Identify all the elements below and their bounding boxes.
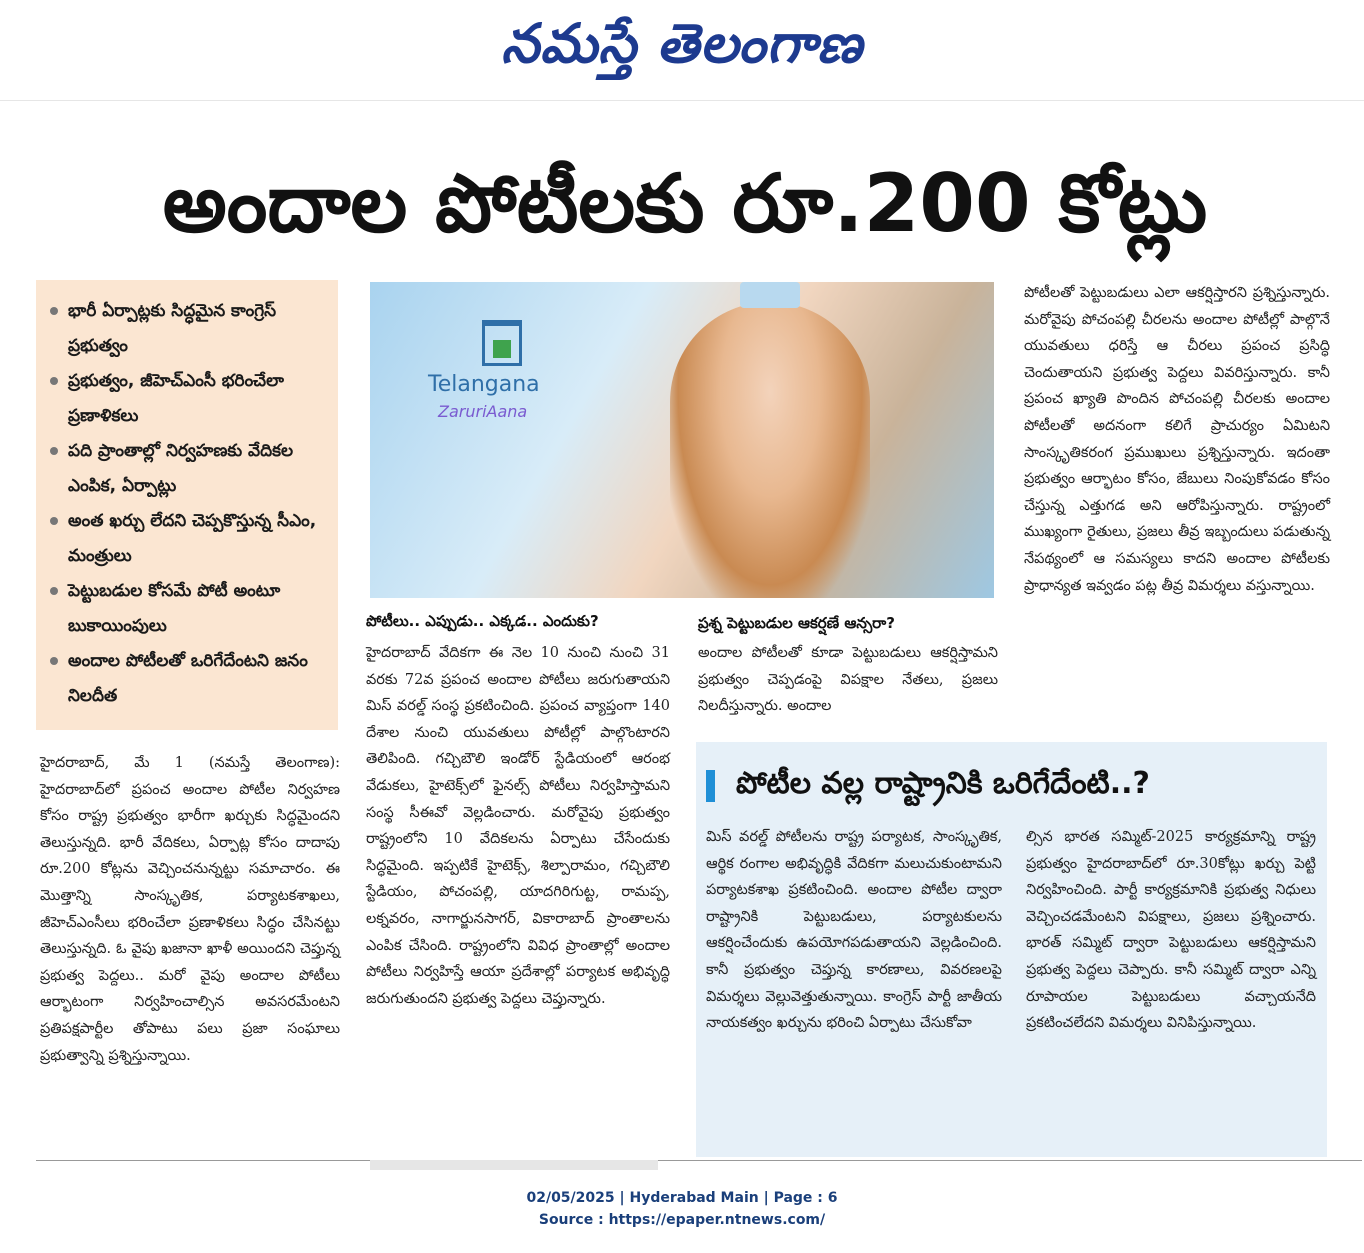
highlight-item: భారీ ఏర్పాట్లకు సిద్ధమైన కాంగ్రెస్ ప్రభుత్వం <box>48 294 328 364</box>
bottom-rule <box>36 1160 1362 1161</box>
article-column-3: అందాల పోటీలతో కూడా పెట్టుబడులు ఆకర్షిస్తామని ప్రభుత్వం చెప్పడంపై విపక్షాల నేతలు, ప్రజలు నిలదీస్తున్నారు. అందాల <box>698 645 998 715</box>
box-accent-bar <box>706 770 715 802</box>
footer-source[interactable]: Source : https://epaper.ntnews.com/ <box>538 1212 826 1228</box>
highlight-item: అందాల పోటీలతో ఒరిగేదేంటని జనం నిలదీత <box>48 644 328 714</box>
highlights-list <box>48 294 328 714</box>
article-column-2: హైదరాబాద్ వేదికగా ఈ నెల 10 నుంచి నుంచి 31 వరకు 72వ ప్రపంచ అందాల పోటీలు జరుగుతాయని మిస్ వరల్డ్ సంస్థ ప్రకటించింది. ప్రపంచ వ్యాప్తంగా 140 దేశాల నుంచి యువతులు పోటీల్లో పాల్గొంటారని తెలిపింది. గచ్చిబౌలి ఇండోర్ స్టేడియంలో ఆరంభ వేడుకలు, హైటెక్స్‌లో ఫైనల్స్ పోటీలు నిర్వహిస్తామని సంస్థ సీఈవో వెల్లడించారు. మరోవైపు ప్రభుత్వం రాష్ట్రంలోని 10 వేదికలను ఏర్పాటు చేసేందుకు సిద్ధమైంది. ఇప్పటికే హైటెక్స్, శిల్పారామం, గచ్చిబౌలి స్టేడియం, పోచంపల్లి, యాదగిరిగుట్ట, రామప్ప, లక్నవరం, నాగార్జునసాగర్, వికారాబాద్ ప్రాంతాలను ఎంపిక చేసింది. రాష్ట్రంలోని వివిధ ప్రాంతాల్లో అందాల పోటీలు నిర్వహిస్తే ఆయా ప్రదేశాల్లో పర్యాటక అభివృద్ధి జరుగుతుందని ప్రభుత్వ పెద్దలు చెప్తున్నారు. <box>366 645 670 1007</box>
highlights-box <box>36 280 338 730</box>
subhead-investment: ప్రశ్న పెట్టుబడుల ఆకర్షణే ఆన్సరా? <box>698 614 895 632</box>
article-column-4: పోటీలతో పెట్టుబడులు ఎలా ఆకర్షిస్తారని ప్రశ్నిస్తున్నారు. మరోవైపు పోచంపల్లి చీరలను అందాల పోటీల్లో పాల్గొనే యువతులు ధరిస్తే ఆ చీరలు ప్రపంచ ప్రసిద్ధి చెందుతాయని ప్రభుత్వ పెద్దలు వివరిస్తున్నారు. కానీ ప్రపంచ ఖ్యాతి పొందిన పోచంపల్లి చీరలకు అందాల పోటీలతో అదనంగా కలిగే ప్రాచుర్యం ఏమిటని సాంస్కృతికరంగ ప్రముఖులు ప్రశ్నిస్తున్నారు. ఇదంతా ప్రభుత్వం ఆర్భాటం కోసం, జేబులు నింపుకోవడం కోసం చేస్తున్న ఎత్తుగడ అని ఆరోపిస్తున్నారు. రాష్ట్రంలో ముఖ్యంగా రైతులు, ప్రజలు తీవ్ర ఇబ్బందులు పడుతున్న నేపథ్యంలో ఆ సమస్యలు కాదని అందాల పోటీలకు ప్రాధాన్యత ఇవ్వడం పట్ల తీవ్ర విమర్శలు వస్తున్నాయి. <box>1024 285 1330 594</box>
bullet-icon <box>50 447 58 455</box>
highlight-item: అంత ఖర్చు లేదని చెప్పకొస్తున్న సీఎం, మంత్రులు <box>48 504 328 574</box>
highlight-item: పెట్టుబడుల కోసమే పోటీ అంటూ బుకాయింపులు <box>48 574 328 644</box>
box-title: పోటీల వల్ల రాష్ట్రానికి ఒరిగేదేంటి..? <box>736 766 1150 801</box>
bottom-rule-block <box>370 1160 658 1170</box>
highlight-item: పది ప్రాంతాల్లో నిర్వహణకు వేదికల ఎంపిక, ఏర్పాట్లు <box>48 434 328 504</box>
photo-logo-subtext: ZaruriAana <box>438 402 528 421</box>
article-photo <box>370 282 994 598</box>
bullet-icon <box>50 377 58 385</box>
photo-portrait <box>670 302 870 598</box>
box-column-b: ల్సిన భారత సమ్మిట్-2025 కార్యక్రమాన్ని రాష్ట్ర ప్రభుత్వం హైదరాబాద్‌లో రూ.30కోట్లు ఖర్చు పెట్టి నిర్వహించింది. పార్టీ కార్యక్రమానికి ప్రభుత్వ నిధులు వెచ్చించడమేంటని విపక్షాలు, ప్రజలు ప్రశ్నించారు. భారత్ సమ్మిట్ ద్వారా పెట్టుబడులు ఆకర్షిస్తామని ప్రభుత్వ పెద్దలు చెప్పారు. కానీ సమ్మిట్ ద్వారా ఎన్ని రూపాయల పెట్టుబడులు వచ్చాయనేది ప్రకటించలేదని విమర్శలు వినిపిస్తున్నాయి. <box>1026 829 1316 1032</box>
bullet-icon <box>50 587 58 595</box>
photo-logo-text: Telangana <box>428 372 540 397</box>
highlight-item: ప్రభుత్వం, జీహెచ్ఎంసీ భరించేలా ప్రణాళికలు <box>48 364 328 434</box>
subhead-when-where: పోటీలు.. ఎప్పుడు.. ఎక్కడ.. ఎందుకు? <box>366 612 599 630</box>
headline: అందాల పోటీలకు రూ.200 కోట్లు <box>162 157 1208 250</box>
bullet-icon <box>50 517 58 525</box>
telangana-emblem-icon <box>482 320 522 366</box>
sidebar-box <box>696 742 1327 1157</box>
box-column-a: మిస్ వరల్డ్ పోటీలను రాష్ట్ర పర్యాటక, సాంస్కృతిక, ఆర్థిక రంగాల అభివృద్ధికి వేదికగా మలుచుకుంటామని పర్యాటకశాఖ ప్రకటించింది. అందాల పోటీల ద్వారా రాష్ట్రానికి పెట్టుబడులు, పర్యాటకులను ఆకర్షించేందుకు ఉపయోగపడుతాయని వెల్లడించింది. కానీ ప్రభుత్వం చెప్తున్న కారణాలు, వివరణలపై విమర్శలు వెల్లువెత్తుతున్నాయి. కాంగ్రెస్ పార్టీ జాతీయ నాయకత్వం ఖర్చును భరించి ఏర్పాటు చేసుకోవా <box>706 829 1002 1032</box>
bullet-icon <box>50 307 58 315</box>
bullet-icon <box>50 657 58 665</box>
crown-icon <box>740 282 800 308</box>
footer-date-edition: 02/05/2025 | Hyderabad Main | Page : 6 <box>526 1190 838 1206</box>
article-column-1: హైదరాబాద్, మే 1 (నమస్తే తెలంగాణ): హైదరాబాద్‌లో ప్రపంచ అందాల పోటీల నిర్వహణ కోసం రాష్ట్ర ప్రభుత్వం భారీగా ఖర్చుకు సిద్ధమైందని తెలుస్తున్నది. భారీ వేదికలు, ఏర్పాట్ల కోసం దాదాపు రూ.200 కోట్లను వెచ్చించనున్నట్టు సమాచారం. ఈ మొత్తాన్ని సాంస్కృతిక, పర్యాటకశాఖలు, జీహెచ్ఎంసీలు భరించేలా ప్రణాళికలు సిద్ధం చేసినట్టు తెలుస్తున్నది. ఓ వైపు ఖజానా ఖాళీ అయిందని చెప్తున్న ప్రభుత్వ పెద్దలు.. మరో వైపు అందాల పోటీలు ఆర్భాటంగా నిర్వహించాల్సిన అవసరమేంటని ప్రతిపక్షపార్టీల తోపాటు పలు ప్రజా సంఘాలు ప్రభుత్వాన్ని ప్రశ్నిస్తున్నాయి. <box>40 755 340 1064</box>
masthead <box>0 0 1364 101</box>
newspaper-logo: నమస్తే తెలంగాణ <box>501 11 863 75</box>
